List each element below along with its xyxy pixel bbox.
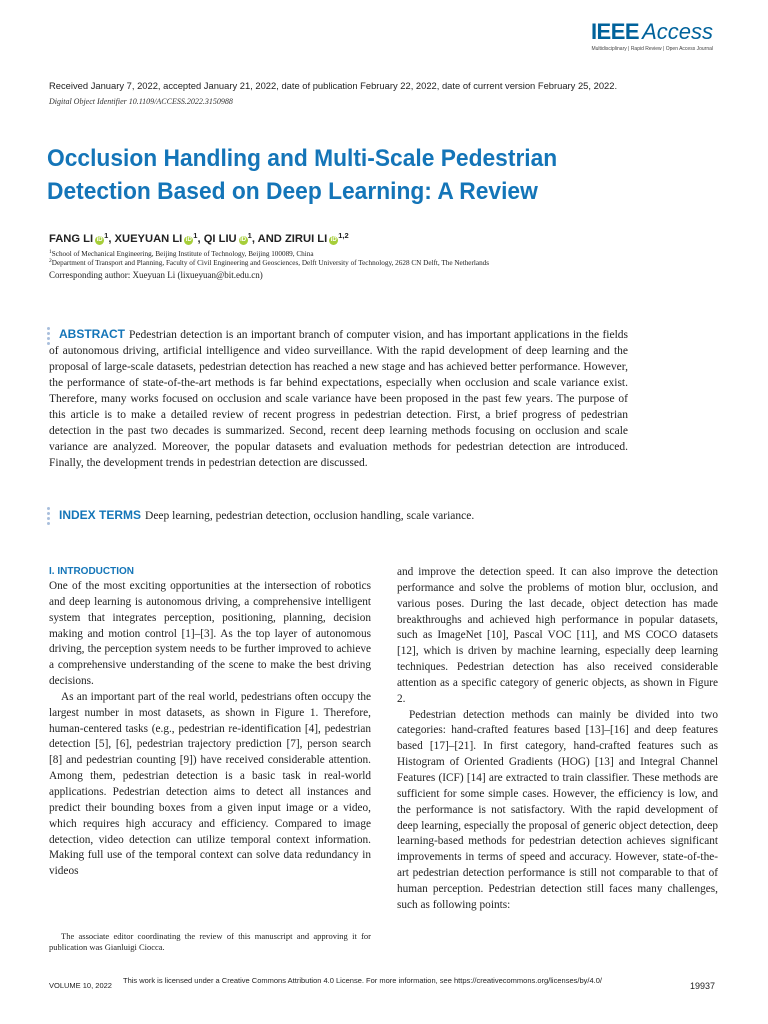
index-terms-label: INDEX TERMS <box>59 508 142 522</box>
index-terms-text: Deep learning, pedestrian detection, occlusion handling, scale variance. <box>145 510 475 522</box>
affiliation-1 <box>49 249 314 258</box>
body-column-right <box>397 565 718 914</box>
journal-logo <box>591 20 713 53</box>
logo-ieee: IEEE <box>590 19 640 44</box>
body-column-left <box>49 579 371 880</box>
author-name: QI LIU <box>203 233 237 245</box>
affiliation-2 <box>49 258 489 267</box>
author-name: XUEYUAN LI <box>114 233 183 245</box>
author-name: FANG LI <box>49 233 94 245</box>
affiliation-num: 2 <box>49 258 52 264</box>
abstract <box>49 326 628 471</box>
orcid-icon[interactable]: iD <box>330 237 337 243</box>
logo-access: Access <box>642 19 713 44</box>
received-dates: Received January 7, 2022, accepted January 21, 2022, date of publication February 22, 2022, date of current version February 25, 2022. <box>49 80 618 91</box>
orcid-icon[interactable]: iD <box>185 237 192 243</box>
abstract-label: ABSTRACT <box>59 327 125 341</box>
author-separator: , AND <box>251 233 285 245</box>
section-heading: I. INTRODUCTION <box>49 566 134 577</box>
journal-tagline: Multidisciplinary | Rapid Review | Open Access Journal <box>591 46 713 52</box>
footer-volume: VOLUME 10, 2022 <box>49 981 112 990</box>
paper-title: Occlusion Handling and Multi-Scale Pedestrian Detection Based on Deep Learning: A Review <box>47 145 558 205</box>
author-affil-num: 1,2 <box>338 231 349 240</box>
paragraph: and improve the detection speed. It can also improve the detection performance and solve the problems of motion blur, occlusion, and various poses. During the last decade, object detection has made breakthroughs and achieved high performance in popular datasets, such as ImageNet [10], Pascal VOC [11], and MS COCO datasets [12], which is driven by machine learning, especially deep learning techniques. Pedestrian detection has also received considerable attention as a specific category of generic objects, as shown in Figure 2. <box>397 566 718 705</box>
page-number: 19937 <box>689 981 715 991</box>
author-affil-num: 1 <box>104 231 109 240</box>
author-list <box>49 231 349 245</box>
author-affil-num: 1 <box>247 231 252 240</box>
abstract-text: Pedestrian detection is an important branch of computer vision, and has important applications in the fields of autonomous driving, artificial intelligence and video surveillance. With the rapid development of deep learning and the proposal of large-scale datasets, pedestrian detection has reached a new stage and has achieved better performance. However, the performance of state-of-the-art methods is far behind expectations, especially when occlusion and scale variance exist. Therefore, many works focused on occlusion and scale variance have been proposed in the past few years. The purpose of this article is to make a detailed review of recent progress in pedestrian detection. First, a brief progress of pedestrian detection in the past two decades is summarized. Second, recent deep learning methods focusing on occlusion and scale variance are analyzed. Moreover, the popular datasets and evaluation methods for pedestrian detection are introduced. Finally, the development trends in pedestrian detection are discussed. <box>49 329 628 469</box>
orcid-icon[interactable]: iD <box>240 237 247 243</box>
paragraph: One of the most exciting opportunities at the intersection of robotics and deep learning is autonomous driving, a comprehensive intelligent system that integrates perception, positioning, planning, decision making and motion control [1]–[3]. As the top layer of autonomous driving, the perception system needs to be further improved to achieve a comprehensive understanding of the scene to make the best driving decisions. <box>49 580 371 688</box>
footer-license[interactable]: This work is licensed under a Creative Commons Attribution 4.0 License. For more information, see https://creativecommons.org/licenses/by/4.0/ <box>123 976 602 985</box>
orcid-icon[interactable]: iD <box>96 237 103 243</box>
author-name: ZIRUI LI <box>284 233 328 245</box>
paragraph: Pedestrian detection methods can mainly be divided into two categories: hand-crafted features based [13]–[16] and deep features based [17]–[21]. In first category, hand-crafted features such as Histogram of Oriented Gradients (HOG) [13] and Integral Channel Features (ICF) [14] are extracted to train classifier. These methods are sufficient for some simple cases. However, the efficiency is low, and the performance is not satisfactory. With the rapid development of deep learning, especially the proposal of generic object detection, deep learning-based methods for pedestrian detection achieves significant improvements in terms of speed and accuracy. However, state-of-the-art pedestrian detection performance is still not comparable to that of human perception. Pedestrian detection still faces many challenges, such as following points: <box>397 708 718 911</box>
doi-line: Digital Object Identifier 10.1109/ACCESS.2022.3150988 <box>49 97 233 106</box>
corresponding-author: Corresponding author: Xueyuan Li (lixueyuan@bit.edu.cn) <box>49 270 263 280</box>
affiliation-num: 1 <box>49 249 52 255</box>
paragraph: As an important part of the real world, pedestrians often occupy the largest number in most datasets, as shown in Figure 1. Therefore, human-centered tasks (e.g., pedestrian re-identification [4], pedestrian detection [5], [6], pedestrian trajectory prediction [7], person search [8] and pedestrian counting [9]) have received considerable attention. Among them, pedestrian detection is a basic task in real-world applications. Pedestrian detection aims to detect all instances and predict their bounding boxes from a given input image or a video, which requires high accuracy and efficiency. Compared to image detection, video detection can utilize temporal context information. Making full use of the temporal context can solve data redundancy in videos <box>49 690 371 878</box>
author-separator: , <box>108 233 115 245</box>
affiliation-text: Department of Transport and Planning, Faculty of Civil Engineering and Geosciences, Delft University of Technology, 2628 CN Delft, The Netherlands <box>51 259 490 267</box>
author-separator: , <box>197 233 204 245</box>
affiliation-text: School of Mechanical Engineering, Beijing Institute of Technology, Beijing 100089, China <box>51 250 314 258</box>
index-terms <box>49 508 669 522</box>
author-affil-num: 1 <box>193 231 198 240</box>
editor-footnote: The associate editor coordinating the review of this manuscript and approving it for publication was Gianluigi Ciocca. <box>49 931 371 952</box>
